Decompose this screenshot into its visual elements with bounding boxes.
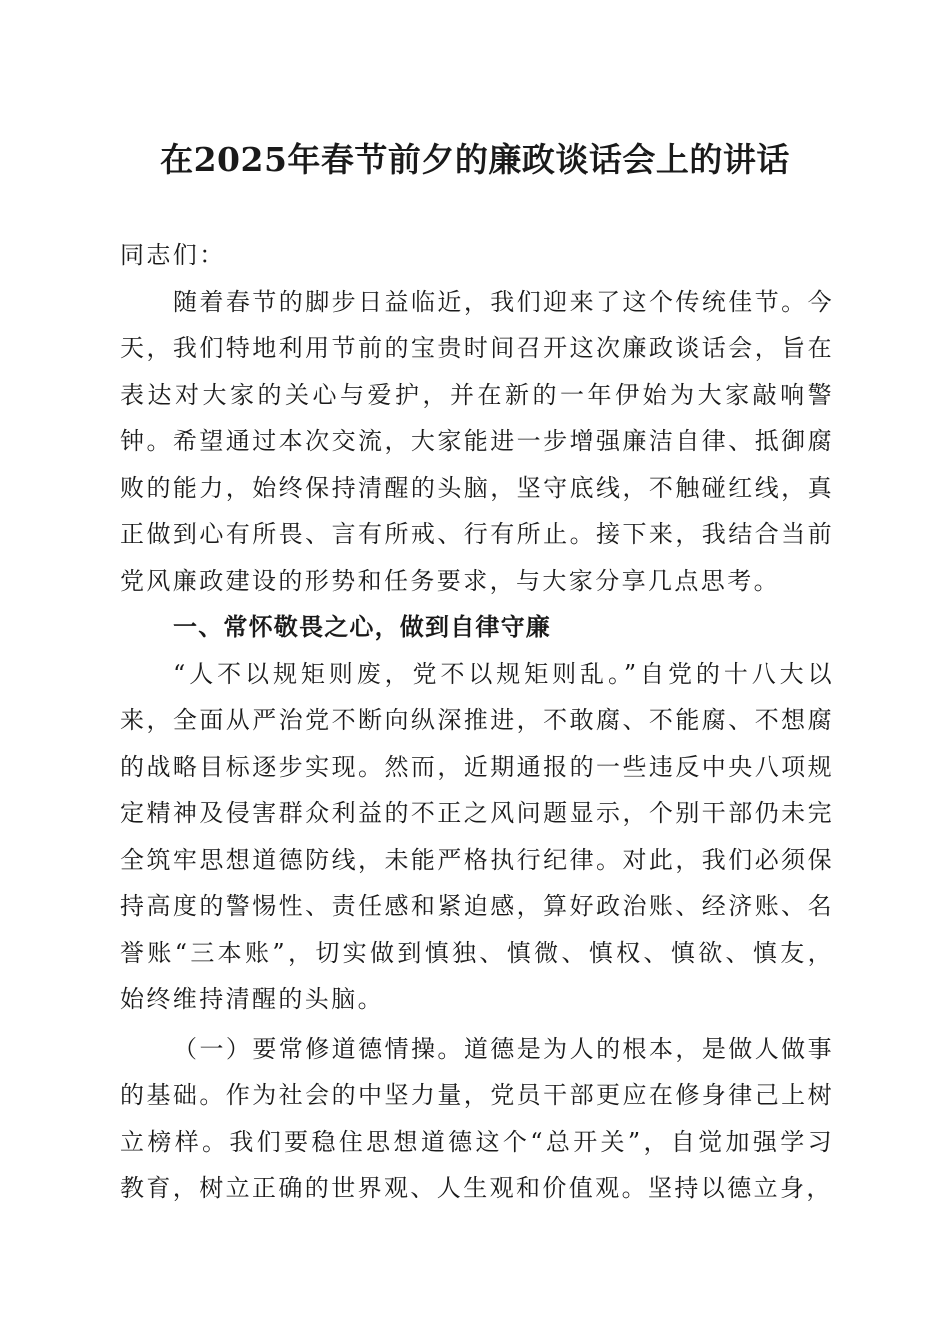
document-body xyxy=(120,232,834,1212)
salutation: 同志们： xyxy=(120,241,226,269)
intro-paragraph: 随着春节的脚步日益临近，我们迎来了这个传统佳节。今天，我们特地利用节前的宝贵时间召开这次廉政谈话会，旨在表达对大家的关心与爱护，并在新的一年伊始为大家敲响警钟。希望通过本次交流，大家能进一步增强廉洁自律、抵御腐败的能力，始终保持清醒的头脑，坚守底线，不触碰红线，真正做到心有所畏、言有所戒、行有所止。接下来，我结合当前党风廉政建设的形势和任务要求，与大家分享几点思考。 xyxy=(120,287,834,595)
document-title: 在2025年春节前夕的廉政谈话会上的讲话 xyxy=(160,140,790,179)
section-1-paragraph-2: （一）要常修道德情操。道德是为人的根本，是做人做事的基础。作为社会的中坚力量，党员干部更应在修身律己上树立榜样。我们要稳住思想道德这个“总开关”，自觉加强学习教育，树立正确的世界观、人生观和价值观。坚持以德立身， xyxy=(120,1034,834,1202)
section-1-heading: 一、常怀敬畏之心，做到自律守廉 xyxy=(173,613,551,641)
section-1-paragraph-1: “人不以规矩则废，党不以规矩则乱。”自党的十八大以来，全面从严治党不断向纵深推进，不敢腐、不能腐、不想腐的战略目标逐步实现。然而，近期通报的一些违反中央八项规定精神及侵害群众利益的不正之风问题显示，个别干部仍未完全筑牢思想道德防线，未能严格执行纪律。对此，我们必须保持高度的警惕性、责任感和紧迫感，算好政治账、经济账、名誉账“三本账”，切实做到慎独、慎微、慎权、慎欲、慎友，始终维持清醒的头脑。 xyxy=(120,659,834,1013)
